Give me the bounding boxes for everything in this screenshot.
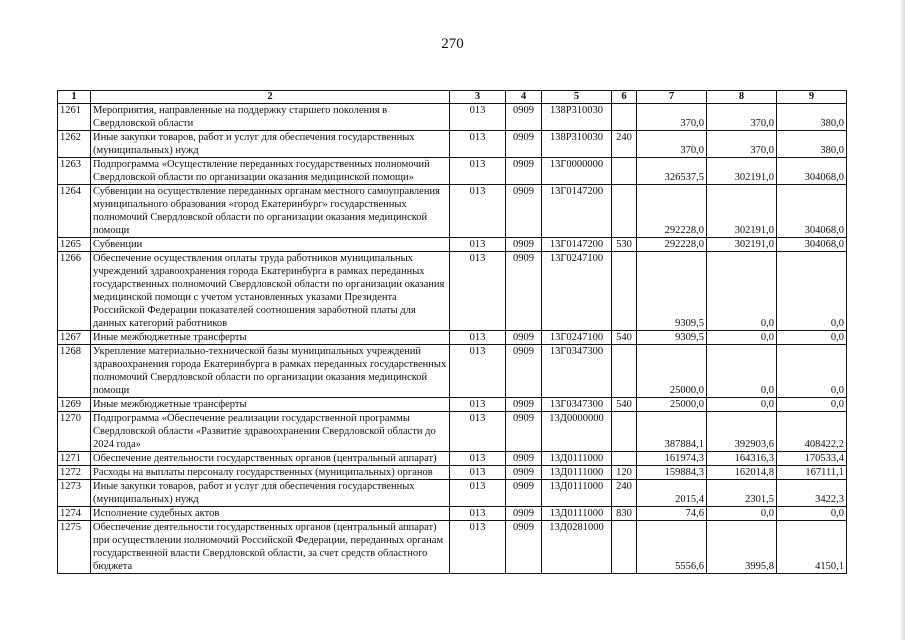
amount-year1-cell: 74,6: [637, 507, 707, 521]
row-number-cell: 1262: [58, 131, 91, 158]
expense-type-code-cell: 830: [612, 507, 637, 521]
target-item-code-cell: 13Г0247100: [542, 252, 612, 331]
row-number-cell: 1271: [58, 452, 91, 466]
amount-year1-cell: 387884,1: [637, 412, 707, 452]
section-code-cell: 0909: [506, 158, 542, 185]
row-number-cell: 1264: [58, 185, 91, 238]
section-code-cell: 0909: [506, 398, 542, 412]
table-row: [58, 185, 847, 238]
ministry-code-cell: 013: [450, 398, 506, 412]
amount-year3-cell: 0,0: [777, 331, 847, 345]
header-cell: 7: [637, 91, 707, 104]
amount-year3-cell: 3422,3: [777, 480, 847, 507]
amount-year3-cell: 0,0: [777, 252, 847, 331]
header-row: [58, 91, 847, 104]
ministry-code-cell: 013: [450, 104, 506, 131]
amount-year1-cell: 25000,0: [637, 398, 707, 412]
ministry-code-cell: 013: [450, 480, 506, 507]
target-item-code-cell: 13Г0147200: [542, 238, 612, 252]
amount-year3-cell: 304068,0: [777, 238, 847, 252]
section-code-cell: 0909: [506, 412, 542, 452]
row-number-cell: 1274: [58, 507, 91, 521]
target-item-code-cell: 13Г0347300: [542, 345, 612, 398]
amount-year3-cell: 304068,0: [777, 185, 847, 238]
row-number-cell: 1261: [58, 104, 91, 131]
row-name-cell: Обеспечение деятельности государственных органов (центральный аппарат): [91, 452, 450, 466]
amount-year2-cell: 0,0: [707, 252, 777, 331]
amount-year2-cell: 392903,6: [707, 412, 777, 452]
table-row: [58, 398, 847, 412]
expense-type-code-cell: [612, 521, 637, 574]
section-code-cell: 0909: [506, 345, 542, 398]
section-code-cell: 0909: [506, 238, 542, 252]
row-number-cell: 1268: [58, 345, 91, 398]
section-code-cell: 0909: [506, 131, 542, 158]
header-cell: 4: [506, 91, 542, 104]
amount-year3-cell: 408422,2: [777, 412, 847, 452]
scan-edge-shadow: [899, 0, 905, 640]
amount-year3-cell: 380,0: [777, 131, 847, 158]
amount-year3-cell: 0,0: [777, 345, 847, 398]
table-body: [58, 104, 847, 574]
ministry-code-cell: 013: [450, 331, 506, 345]
row-name-cell: Субвенции на осуществление переданных органам местного самоуправления муниципального образования «город Екатеринбург» государственных полномочий Свердловской области по организации оказания медицинской помощи: [91, 185, 450, 238]
row-number-cell: 1265: [58, 238, 91, 252]
expense-type-code-cell: 240: [612, 480, 637, 507]
target-item-code-cell: 138Р310030: [542, 104, 612, 131]
header-cell: 3: [450, 91, 506, 104]
ministry-code-cell: 013: [450, 185, 506, 238]
section-code-cell: 0909: [506, 331, 542, 345]
target-item-code-cell: 13Г0000000: [542, 158, 612, 185]
target-item-code-cell: 13Г0347300: [542, 398, 612, 412]
table-row: [58, 238, 847, 252]
row-number-cell: 1266: [58, 252, 91, 331]
header-cell: 2: [91, 91, 450, 104]
row-number-cell: 1275: [58, 521, 91, 574]
expense-type-code-cell: 540: [612, 331, 637, 345]
target-item-code-cell: 13Д0111000: [542, 507, 612, 521]
table-row: [58, 331, 847, 345]
amount-year2-cell: 0,0: [707, 345, 777, 398]
amount-year3-cell: 4150,1: [777, 521, 847, 574]
amount-year1-cell: 25000,0: [637, 345, 707, 398]
amount-year3-cell: 380,0: [777, 104, 847, 131]
amount-year2-cell: 0,0: [707, 507, 777, 521]
table-row: [58, 521, 847, 574]
row-name-cell: Расходы на выплаты персоналу государственных (муниципальных) органов: [91, 466, 450, 480]
amount-year2-cell: 370,0: [707, 131, 777, 158]
expense-type-code-cell: 540: [612, 398, 637, 412]
target-item-code-cell: 13Г0247100: [542, 331, 612, 345]
row-name-cell: Иные закупки товаров, работ и услуг для обеспечения государственных (муниципальных) нужд: [91, 480, 450, 507]
target-item-code-cell: 13Д0111000: [542, 452, 612, 466]
table-row: [58, 480, 847, 507]
amount-year1-cell: 5556,6: [637, 521, 707, 574]
table-row: [58, 131, 847, 158]
ministry-code-cell: 013: [450, 507, 506, 521]
row-name-cell: Иные закупки товаров, работ и услуг для обеспечения государственных (муниципальных) нужд: [91, 131, 450, 158]
row-number-cell: 1263: [58, 158, 91, 185]
ministry-code-cell: 013: [450, 158, 506, 185]
ministry-code-cell: 013: [450, 452, 506, 466]
row-name-cell: Мероприятия, направленные на поддержку старшего поколения в Свердловской области: [91, 104, 450, 131]
row-number-cell: 1269: [58, 398, 91, 412]
ministry-code-cell: 013: [450, 345, 506, 398]
section-code-cell: 0909: [506, 185, 542, 238]
target-item-code-cell: 13Д0281000: [542, 521, 612, 574]
amount-year3-cell: 167111,1: [777, 466, 847, 480]
expense-type-code-cell: [612, 345, 637, 398]
amount-year3-cell: 0,0: [777, 398, 847, 412]
row-name-cell: Субвенции: [91, 238, 450, 252]
table-row: [58, 104, 847, 131]
amount-year1-cell: 370,0: [637, 104, 707, 131]
expense-type-code-cell: 240: [612, 131, 637, 158]
section-code-cell: 0909: [506, 521, 542, 574]
amount-year2-cell: 0,0: [707, 331, 777, 345]
row-number-cell: 1272: [58, 466, 91, 480]
row-name-cell: Обеспечение деятельности государственных органов (центральный аппарат) при осуществлении полномочий Российской Федерации, переданных органам государственной власти Свердловской области, за счет средств областного бюджета: [91, 521, 450, 574]
amount-year2-cell: 3995,8: [707, 521, 777, 574]
table-row: [58, 412, 847, 452]
ministry-code-cell: 013: [450, 131, 506, 158]
amount-year3-cell: 304068,0: [777, 158, 847, 185]
amount-year2-cell: 302191,0: [707, 158, 777, 185]
section-code-cell: 0909: [506, 104, 542, 131]
expense-type-code-cell: 120: [612, 466, 637, 480]
amount-year1-cell: 2015,4: [637, 480, 707, 507]
amount-year1-cell: 292228,0: [637, 238, 707, 252]
section-code-cell: 0909: [506, 252, 542, 331]
ministry-code-cell: 013: [450, 466, 506, 480]
expense-type-code-cell: [612, 185, 637, 238]
expense-type-code-cell: [612, 452, 637, 466]
expense-type-code-cell: 530: [612, 238, 637, 252]
row-name-cell: Иные межбюджетные трансферты: [91, 398, 450, 412]
target-item-code-cell: 13Д0000000: [542, 412, 612, 452]
amount-year2-cell: 0,0: [707, 398, 777, 412]
ministry-code-cell: 013: [450, 238, 506, 252]
target-item-code-cell: 13Г0147200: [542, 185, 612, 238]
budget-table: [57, 90, 847, 574]
amount-year1-cell: 9309,5: [637, 252, 707, 331]
header-cell: 5: [542, 91, 612, 104]
amount-year3-cell: 170533,4: [777, 452, 847, 466]
row-name-cell: Иные межбюджетные трансферты: [91, 331, 450, 345]
expense-type-code-cell: [612, 252, 637, 331]
table-row: [58, 507, 847, 521]
target-item-code-cell: 13Д0111000: [542, 466, 612, 480]
table-row: [58, 452, 847, 466]
target-item-code-cell: 13Д0111000: [542, 480, 612, 507]
table-row: [58, 345, 847, 398]
section-code-cell: 0909: [506, 466, 542, 480]
amount-year2-cell: 370,0: [707, 104, 777, 131]
ministry-code-cell: 013: [450, 521, 506, 574]
row-name-cell: Подпрограмма «Осуществление переданных государственных полномочий Свердловской области по организации оказания медицинской помощи»: [91, 158, 450, 185]
header-cell: 1: [58, 91, 91, 104]
expense-type-code-cell: [612, 412, 637, 452]
amount-year2-cell: 302191,0: [707, 185, 777, 238]
table-row: [58, 252, 847, 331]
amount-year2-cell: 302191,0: [707, 238, 777, 252]
amount-year1-cell: 161974,3: [637, 452, 707, 466]
amount-year1-cell: 326537,5: [637, 158, 707, 185]
ministry-code-cell: 013: [450, 412, 506, 452]
row-name-cell: Исполнение судебных актов: [91, 507, 450, 521]
page-number: 270: [441, 36, 464, 52]
table-row: [58, 158, 847, 185]
amount-year1-cell: 159884,3: [637, 466, 707, 480]
ministry-code-cell: 013: [450, 252, 506, 331]
row-number-cell: 1273: [58, 480, 91, 507]
table-row: [58, 466, 847, 480]
row-number-cell: 1270: [58, 412, 91, 452]
row-name-cell: Укрепление материально-технической базы муниципальных учреждений здравоохранения города Екатеринбурга в рамках переданных государственных полномочий Свердловской области по организации оказания медицинской помощи: [91, 345, 450, 398]
amount-year3-cell: 0,0: [777, 507, 847, 521]
row-name-cell: Обеспечение осуществления оплаты труда работников муниципальных учреждений здравоохранения города Екатеринбурга в рамках переданных государственных полномочий Свердловской области по организации оказания медицинской помощи с учетом установленных указами Президента Российской Федерации показателей соотношения заработной платы для данных категорий работников: [91, 252, 450, 331]
header-cell: 8: [707, 91, 777, 104]
amount-year2-cell: 164316,3: [707, 452, 777, 466]
section-code-cell: 0909: [506, 507, 542, 521]
header-cell: 9: [777, 91, 847, 104]
section-code-cell: 0909: [506, 452, 542, 466]
expense-type-code-cell: [612, 104, 637, 131]
amount-year1-cell: 9309,5: [637, 331, 707, 345]
amount-year1-cell: 292228,0: [637, 185, 707, 238]
section-code-cell: 0909: [506, 480, 542, 507]
target-item-code-cell: 138Р310030: [542, 131, 612, 158]
row-name-cell: Подпрограмма «Обеспечение реализации государственной программы Свердловской области «Развитие здравоохранения Свердловской области до 2024 года»: [91, 412, 450, 452]
amount-year2-cell: 2301,5: [707, 480, 777, 507]
header-cell: 6: [612, 91, 637, 104]
amount-year1-cell: 370,0: [637, 131, 707, 158]
row-number-cell: 1267: [58, 331, 91, 345]
amount-year2-cell: 162014,8: [707, 466, 777, 480]
expense-type-code-cell: [612, 158, 637, 185]
